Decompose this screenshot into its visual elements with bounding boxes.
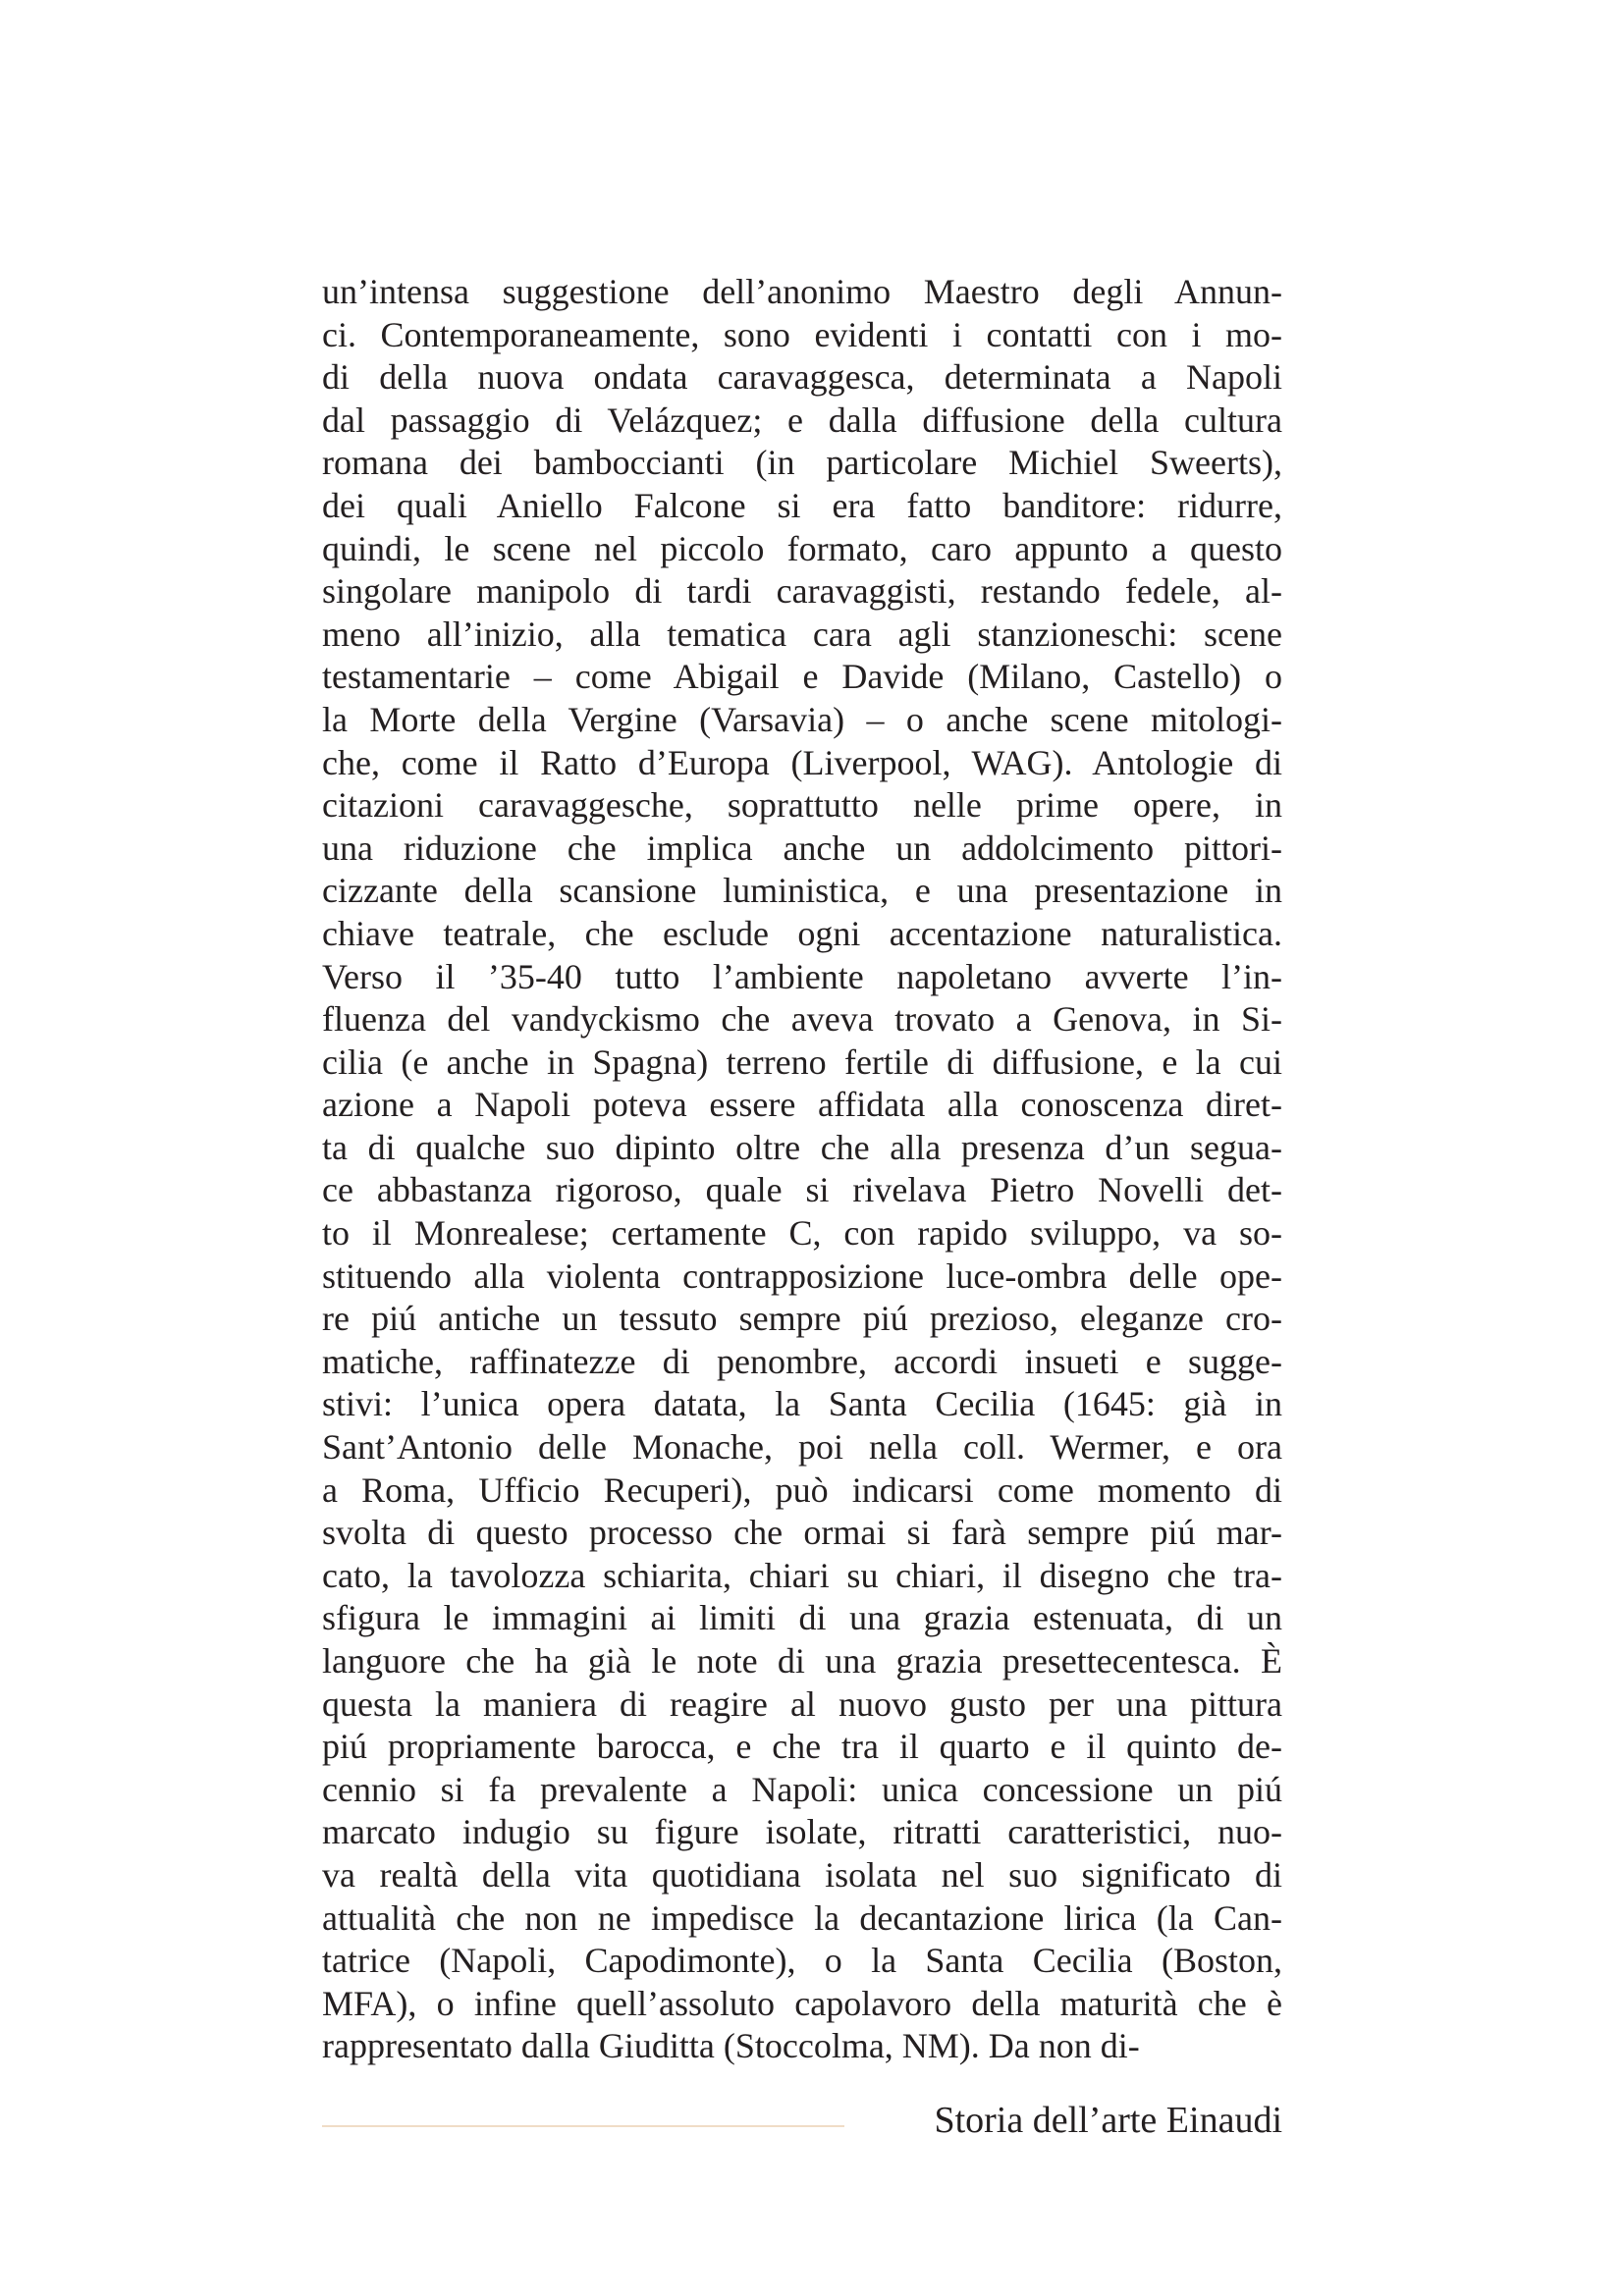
text-line: cilia (e anche in Spagna) terreno fertile di diffusione, e la cui bbox=[322, 1041, 1282, 1082]
text-line: chiave teatrale, che esclude ogni accentazione naturalistica. bbox=[322, 913, 1282, 953]
text-line: re piú antiche un tessuto sempre piú prezioso, eleganze cro- bbox=[322, 1299, 1282, 1339]
text-line: la Morte della Vergine (Varsavia) – o anche scene mitologi- bbox=[322, 699, 1282, 739]
text-line: dal passaggio di Velázquez; e dalla diffusione della cultura bbox=[322, 400, 1282, 440]
footer-publisher: Storia dell’arte Einaudi bbox=[934, 2100, 1282, 2141]
text-line: testamentarie – come Abigail e Davide (Milano, Castello) o bbox=[322, 657, 1282, 697]
text-line: a Roma, Ufficio Recuperi), può indicarsi come momento di bbox=[322, 1469, 1282, 1510]
text-line: Sant’Antonio delle Monache, poi nella coll. Wermer, e ora bbox=[322, 1427, 1282, 1468]
text-line: va realtà della vita quotidiana isolata nel suo significato di bbox=[322, 1854, 1282, 1895]
text-line: che, come il Ratto d’Europa (Liverpool, WAG). Antologie di bbox=[322, 742, 1282, 782]
text-line: ci. Contemporaneamente, sono evidenti i contatti con i mo- bbox=[322, 314, 1282, 354]
text-line: ta di qualche suo dipinto oltre che alla presenza d’un segua- bbox=[322, 1127, 1282, 1167]
text-line: citazioni caravaggesche, soprattutto nelle prime opere, in bbox=[322, 785, 1282, 826]
text-line: singolare manipolo di tardi caravaggisti, restando fedele, al- bbox=[322, 571, 1282, 612]
text-line: una riduzione che implica anche un addolcimento pittori- bbox=[322, 828, 1282, 868]
text-line: stivi: l’unica opera datata, la Santa Cecilia (1645: già in bbox=[322, 1384, 1282, 1424]
text-line: un’intensa suggestione dell’anonimo Maestro degli Annun- bbox=[322, 272, 1282, 311]
text-line: ce abbastanza rigoroso, quale si rivelava Pietro Novelli det- bbox=[322, 1170, 1282, 1210]
text-line: Verso il ’35-40 tutto l’ambiente napoletano avverte l’in- bbox=[322, 956, 1282, 996]
text-line: cennio si fa prevalente a Napoli: unica concessione un piú bbox=[322, 1769, 1282, 1809]
text-line: stituendo alla violenta contrapposizione luce-ombra delle ope- bbox=[322, 1255, 1282, 1296]
text-line: fluenza del vandyckismo che aveva trovato a Genova, in Si- bbox=[322, 999, 1282, 1040]
text-line: quindi, le scene nel piccolo formato, caro appunto a questo bbox=[322, 528, 1282, 568]
text-line: languore che ha già le note di una grazia presettecentesca. È bbox=[322, 1641, 1282, 1681]
body-text bbox=[322, 271, 1282, 2068]
text-line: marcato indugio su figure isolate, ritratti caratteristici, nuo- bbox=[322, 1812, 1282, 1852]
text-line: MFA), o infine quell’assoluto capolavoro della maturità che è bbox=[322, 1983, 1282, 2023]
text-line: piú propriamente barocca, e che tra il quarto e il quinto de- bbox=[322, 1727, 1282, 1767]
text-line: romana dei bamboccianti (in particolare Michiel Sweerts), bbox=[322, 443, 1282, 483]
text-line: cato, la tavolozza schiarita, chiari su chiari, il disegno che tra- bbox=[322, 1555, 1282, 1595]
text-line: dei quali Aniello Falcone si era fatto banditore: ridurre, bbox=[322, 485, 1282, 525]
text-line: tatrice (Napoli, Capodimonte), o la Santa Cecilia (Boston, bbox=[322, 1941, 1282, 1981]
text-line: questa la maniera di reagire al nuovo gusto per una pittura bbox=[322, 1683, 1282, 1724]
text-line: to il Monrealese; certamente C, con rapido sviluppo, va so- bbox=[322, 1213, 1282, 1254]
text-line: attualità che non ne impedisce la decantazione lirica (la Can- bbox=[322, 1897, 1282, 1938]
text-line: azione a Napoli poteva essere affidata alla conoscenza diret- bbox=[322, 1085, 1282, 1125]
text-line: cizzante della scansione luministica, e una presentazione in bbox=[322, 871, 1282, 911]
text-line: svolta di questo processo che ormai si farà sempre piú mar- bbox=[322, 1513, 1282, 1553]
footer-rule bbox=[322, 2125, 844, 2127]
text-line: di della nuova ondata caravaggesca, determinata a Napoli bbox=[322, 357, 1282, 398]
text-line: matiche, raffinatezze di penombre, accordi insueti e sugge- bbox=[322, 1341, 1282, 1381]
text-line: rappresentato dalla Giuditta (Stoccolma, NM). Da non di- bbox=[322, 2026, 1140, 2066]
text-line: meno all’inizio, alla tematica cara agli stanzioneschi: scene bbox=[322, 614, 1282, 654]
text-line: sfigura le immagini ai limiti di una grazia estenuata, di un bbox=[322, 1598, 1282, 1638]
